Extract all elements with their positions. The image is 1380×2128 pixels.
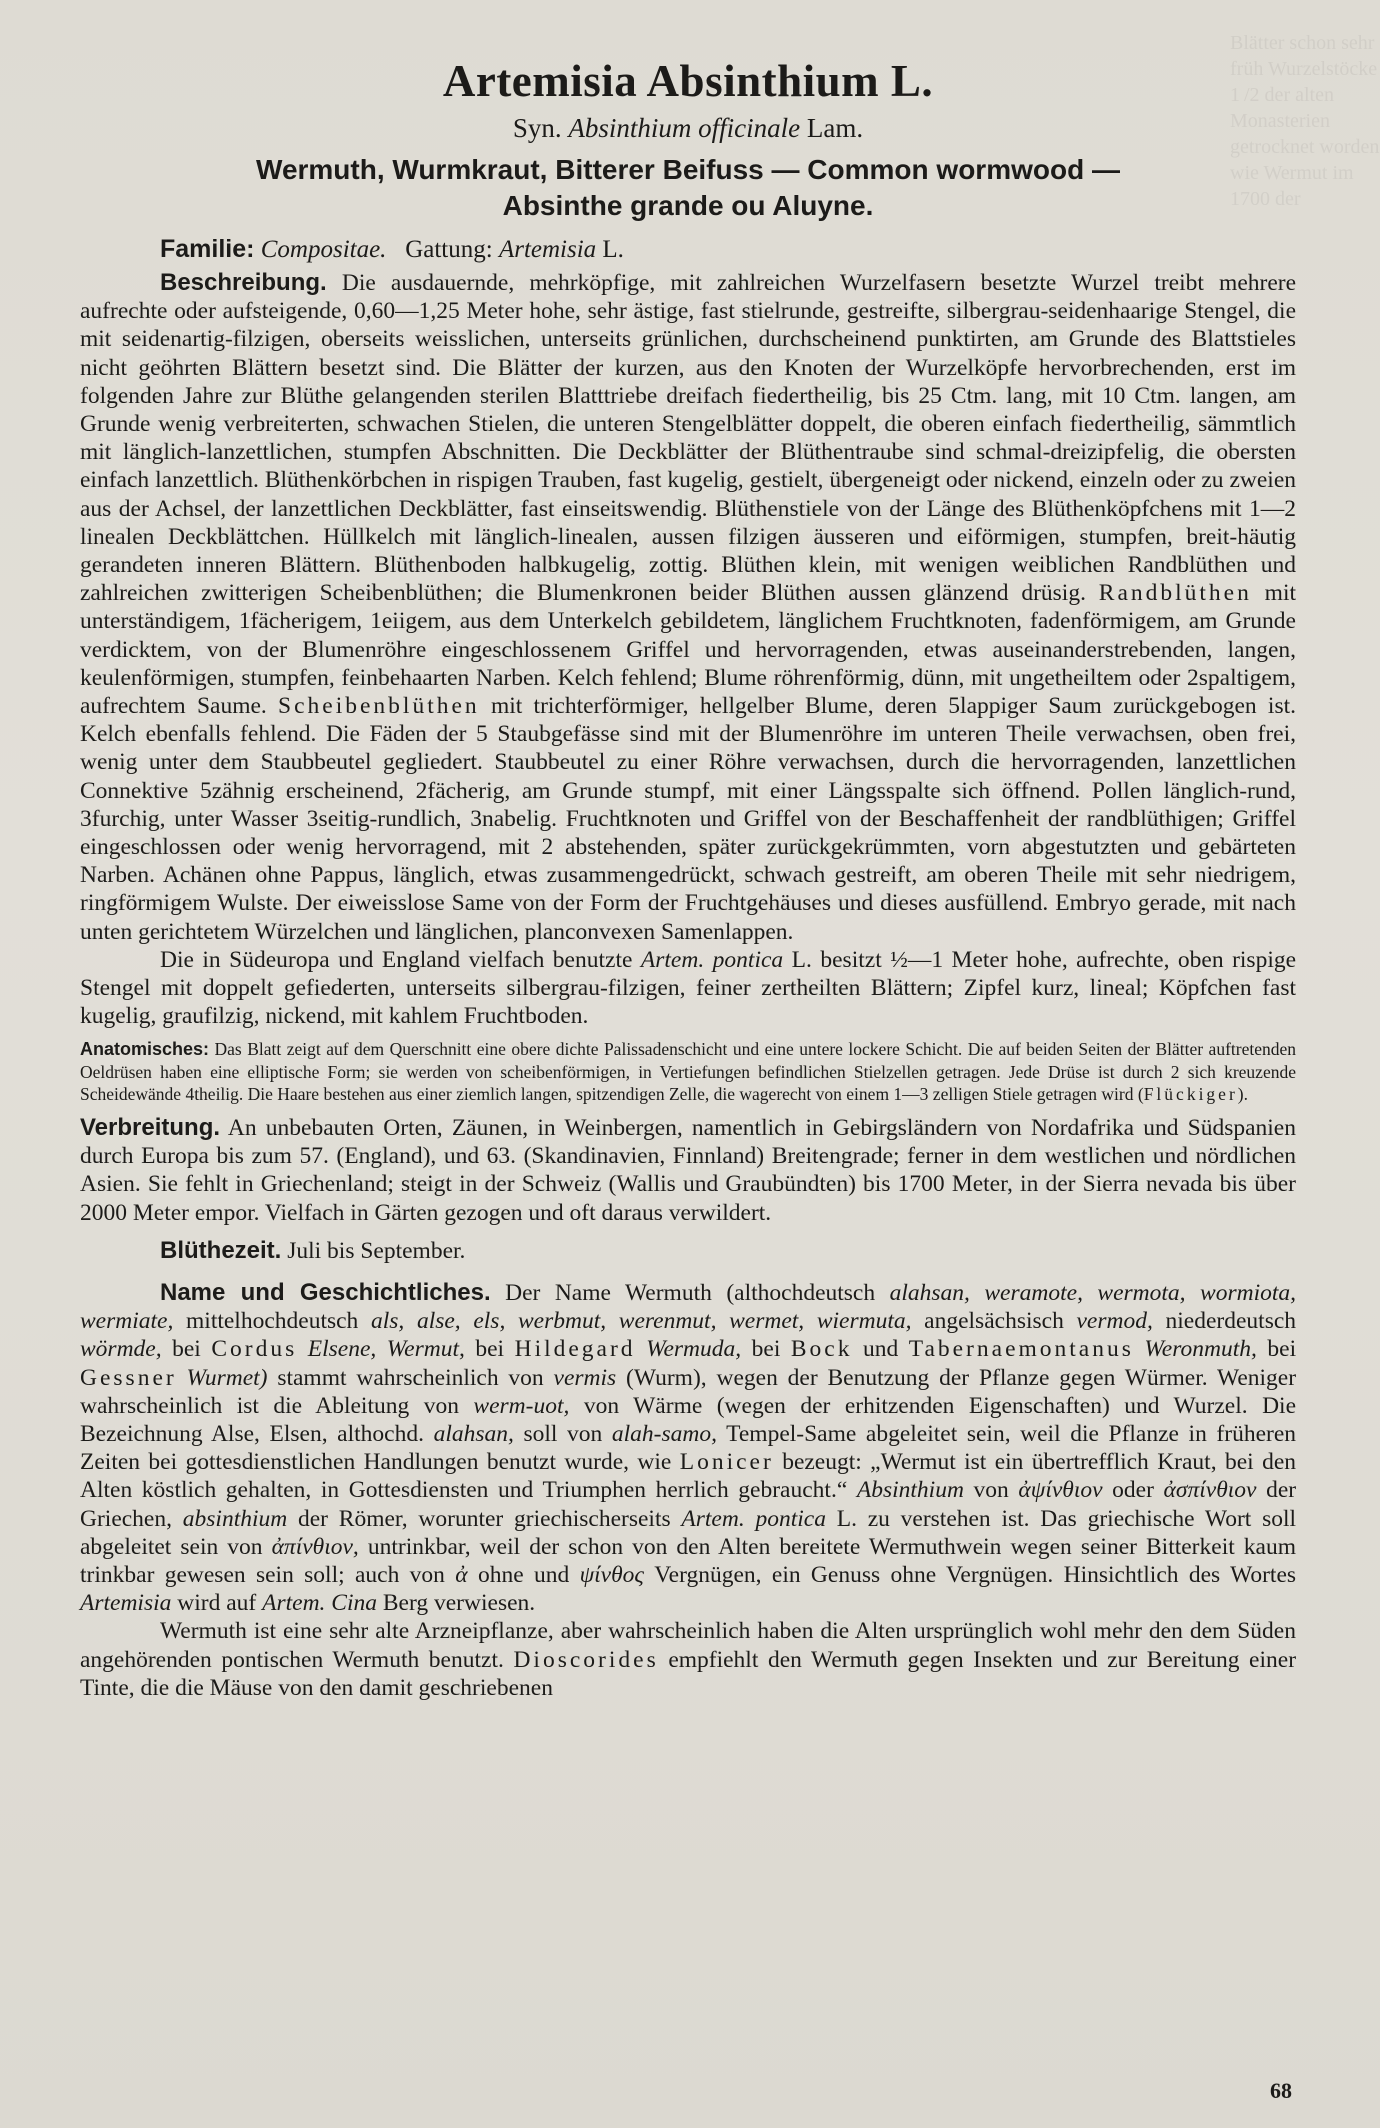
randblueten-label: Randblüthen	[1098, 580, 1252, 607]
classification-line	[160, 234, 1296, 265]
synonym-prefix: Syn.	[512, 113, 562, 143]
bluethezeit-heading: Blüthezeit.	[160, 1236, 282, 1264]
ng-italic: Artem. Cina	[262, 1590, 377, 1617]
ng-italic: Artemisia	[80, 1590, 172, 1617]
synonym-name: Absinthium officinale	[568, 113, 801, 143]
verbreitung-heading: Verbreitung.	[80, 1113, 221, 1141]
ng-text: bei	[1267, 1336, 1297, 1363]
ng-italic: werm-uot,	[473, 1392, 570, 1419]
familie-value: Compositae.	[260, 236, 387, 263]
common-names-line2: Absinthe grande ou Aluyne.	[502, 190, 874, 221]
ng-text: Vergnügen, ein Genuss ohne Vergnügen. Hinsichtlich des Wortes	[654, 1562, 1297, 1589]
ng-text: bezeugt: „Wermut ist ein übertrefflich Kraut, bei den Alten köstlich gehalten, in Gottesdiensten und Triumphen herrlich gebraucht.“	[80, 1449, 1296, 1504]
beschreibung-heading: Beschreibung.	[160, 269, 327, 296]
ng-italic: wörmde,	[80, 1336, 162, 1363]
synonym-author: Lam.	[806, 113, 864, 143]
ng-text: niederdeutsch	[1165, 1308, 1297, 1335]
verbreitung-text: An unbebauten Orten, Zäunen, in Weinbergen, namentlich in Gebirgsländern von Nordafrika und Südspanien durch Europa bis zum 57. (England), und 63. (Skandinavien, Finnland) Breitengrade; ferner in dem westlichen und nördlichen Asien. Sie fehlt in Griechenland; steigt in der Schweiz (Wallis und Graubündten) bis 1700 Meter, in der Sierra nevada bis über 2000 Meter empor. Vielfach in Gärten gezogen und oft daraus verwildert.	[80, 1114, 1296, 1226]
ng-text: der Griechen,	[80, 1477, 1297, 1532]
ng-greek: ἀπίνθιον,	[271, 1533, 359, 1560]
ng-text: soll von	[523, 1421, 603, 1448]
ng-author: Bock	[790, 1336, 853, 1363]
gattung-author: L.	[602, 236, 624, 263]
ng-text: untrinkbar, weil der schon von den Alten bereitete Wermuthwein wegen seiner Bitterkeit kaum trinkbar gewesen sein soll; auch von	[80, 1533, 1297, 1589]
ng-italic: alah-samo,	[611, 1421, 717, 1448]
verbreitung-paragraph	[80, 1114, 1296, 1227]
gattung-value: Artemisia	[498, 236, 597, 263]
ng-greek: ψίνθος	[579, 1562, 644, 1589]
common-names-line1: Wermuth, Wurmkraut, Bitterer Beifuss — Common wormwood —	[256, 154, 1120, 185]
ng-text: stammt wahrscheinlich von	[277, 1364, 544, 1391]
ng-text: Tempel-Same abgeleitet sein, weil die Pflanze in früheren Zeiten bei gottesdienstlichen Handlungen benutzt wurde, wie	[80, 1421, 1297, 1476]
bluethezeit-text: Juli bis September.	[287, 1237, 466, 1264]
page-number: 68	[1270, 2078, 1292, 2103]
anatomisches-end: ).	[1237, 1084, 1248, 1105]
anatomisches-heading: Anatomisches:	[80, 1039, 210, 1060]
ng-text: ohne und	[477, 1562, 570, 1589]
ng-text: bei	[172, 1336, 201, 1363]
ng-italic: Wurmet)	[186, 1364, 268, 1391]
arznei-author: Dioscorides	[513, 1646, 659, 1673]
bleed-through-text: Blätter schon sehr früh Wurzelstöcke 1 /2 der alten Monasterien getrocknet worden wie Wermut im 1700 der	[1230, 32, 1380, 210]
pontica-name: Artem. pontica	[640, 946, 784, 973]
ng-text: wird auf	[177, 1590, 257, 1617]
pontica-pre: Die in Südeuropa und England vielfach benutzte	[160, 946, 633, 973]
ng-italic: absinthium	[182, 1505, 288, 1532]
ng-italic: als, alse, els, werbmut, werenmut, wermet, wiermuta,	[370, 1308, 912, 1335]
randblueten-text: mit unterständigem, 1fächerigem, 1eiigem, aus dem Unterkelch gebildetem, länglichem Fruchtknoten, fadenförmigem, am Grunde verdicktem, von der Blumenröhre eingeschlossenem Griffel und hervorragenden, etwas auseinanderstrebenden, langen, keulenförmigen, stumpfen, feinbehaarten Narben. Kelch fehlend; Blume röhrenförmig, dünn, mit ungetheiltem oder 2spaltigem, aufrechtem Saume.	[80, 580, 1297, 720]
ng-greek: ἀσπίνθιον	[1163, 1477, 1257, 1504]
ng-italic: vermod,	[1076, 1308, 1153, 1335]
ng-italic: Weronmuth,	[1144, 1336, 1257, 1363]
ng-italic: alahsan,	[433, 1421, 514, 1448]
ng-italic: vermis	[553, 1364, 617, 1391]
gattung-label: Gattung:	[405, 236, 493, 263]
ng-italic: Absinthium	[856, 1477, 964, 1504]
ng-text: (Wurm), wegen der Benutzung der Pflanze gegen Würmer. Weniger wahrscheinlich ist die Ableitung von	[80, 1364, 1297, 1419]
arznei-text: Wermuth ist eine sehr alte Arzneipflanze, aber wahrscheinlich haben die Alten ursprünglich wohl mehr den dem Süden angehörenden pontischen Wermuth benutzt.	[80, 1618, 1296, 1673]
ng-text: von	[973, 1477, 1009, 1504]
ng-text: von Wärme (wegen der erhitzenden Eigenschaften) und Wurzel. Die Bezeichnung Alse, Elsen, althochd.	[80, 1392, 1297, 1448]
ng-text: Der Name Wermuth (althochdeutsch	[505, 1280, 876, 1306]
scheibenblueten-text: mit trichterförmiger, hellgelber Blume, deren 5lappiger Saum zurückgebogen ist. Kelch ebenfalls fehlend. Die Fäden der 5 Staubgefässe sind mit der Blumenröhre im unteren Theile verwachsen, oben frei, wenig unter dem Staubbeutel gegliedert. Staubbeutel zu einer Röhre verwachsen, durch die hervorragenden, lanzettlichen Connektive 5zähnig erscheinend, 2fächerig, am Grunde stumpf, mit einer Längsspalte sich öffnend. Pollen länglich-rund, 3furchig, unter Wasser 3seitig-rundlich, 3nabelig. Fruchtknoten und Griffel von der Beschaffenheit der randblüthigen; Griffel eingeschlossen oder wenig hervorragend, mit 2 abstehenden, später zurückgekrümmten, vorn abgestutzten und gebärteten Narben. Achänen ohne Pappus, länglich, etwas zusammengedrückt, schwach gestreift, am oberen Theile mit sehr niedrigem, ringförmigem Wulste. Der eiweisslose Same von der Form der Fruchtgehäuses und dieses ausfüllend. Embryo gerade, mit nach unten gerichtetem Würzelchen und länglichen, planconvexen Samenlappen.	[80, 693, 1296, 945]
ng-text: der Römer, worunter griechischerseits	[298, 1505, 671, 1532]
article	[80, 55, 1296, 1702]
anatomisches-text: Das Blatt zeigt auf dem Querschnitt eine obere dichte Palissadenschicht und eine untere lockere Schicht. Die auf beiden Seiten der Blätter auftretenden Oeldrüsen haben eine elliptische Form; sie werden von scheibenförmigen, in Vertiefungen befindlichen Stielzellen getragen. Jede Drüse ist durch 2 sich kreuzende Scheidewände 4theilig. Die Haare bestehen aus einer ziemlich langen, spitzendigen Zelle, die wagerecht von einem 1—3 zelligen Stiele getragen wird (	[80, 1039, 1297, 1105]
name-geschichte-heading: Name und Geschichtliches.	[160, 1279, 491, 1306]
ng-author: Tabernaemontanus	[908, 1336, 1134, 1363]
common-names	[80, 152, 1296, 224]
ng-greek: ἀψίνθιον	[1018, 1477, 1103, 1504]
scheibenblueten-label: Scheibenblüthen	[278, 693, 480, 720]
ng-italic: Artem. pontica	[681, 1505, 826, 1532]
ng-text: L. zu verstehen ist. Das griechische Wort soll abgeleitet sein von	[80, 1505, 1297, 1560]
beschreibung-text: Die ausdauernde, mehrköpfige, mit zahlreichen Wurzelfasern besetzte Wurzel treibt mehrere aufrechte oder aufsteigende, 0,60—1,25 Meter hohe, sehr ästige, fast stielrunde, gestreifte, silbergrau-seidenhaarige Stengel, die mit seidenartig-filzigen, oberseits weisslichen, unterseits grünlichen, durchscheinend punktirten, am Grunde des Blattstieles nicht geöhrten Blättern besetzt sind. Die Blätter der kurzen, aus den Knoten der Wurzelköpfe hervorbrechenden, erst im folgenden Jahre zur Blüthe gelangenden sterilen Blatttriebe dreifach fiedertheilig, bis 25 Ctm. lang, mit 10 Ctm. langen, am Grunde wenig verbreiterten, schwachen Stielen, die unteren Stengelblätter doppelt, die oberen einfach fiedertheilig, sämmtlich mit länglich-lanzettlichen, stumpfen Abschnitten. Die Deckblätter der Blüthentraube sind schmal-dreizipfelig, die obersten einfach lanzettlich. Blüthenkörbchen in rispigen Trauben, fast kugelig, gestielt, übergeneigt oder nickend, einzeln oder zu zweien aus der Achsel, der lanzettlichen Deckblätter, fast einseitswendig. Blüthenstiele von der Länge des Blüthenköpfchens mit 1—2 linealen Deckblättchen. Hüllkelch mit länglich-linealen, aussen filzigen äusseren und eiförmigen, stumpfen, breit-häutig gerandeten inneren Blättern. Blüthenboden halbkugelig, zottig. Blüthen klein, mit wenigen weiblichen Randblüthen und zahlreichen zwitterigen Scheibenblüthen; die Blumenkronen beider Blüthen aussen glänzend drüsig.	[80, 270, 1297, 607]
ng-italic: Elsene, Wermut,	[307, 1336, 465, 1363]
ng-author: Cordus	[211, 1336, 298, 1363]
ng-text: und	[862, 1336, 899, 1363]
ng-text: angelsächsisch	[924, 1308, 1064, 1335]
ng-author: Lonicer	[679, 1449, 774, 1476]
pontica-post: L. besitzt ½—1 Meter hohe, aufrechte, oben rispige Stengel mit doppelt gefiederten, unterseits silbergrau-filzigen, feiner zertheilten Blättern; Zipfel kurz, lineal; Köpfchen fast kugelig, graufilzig, nickend, mit kahlem Fruchtboden.	[80, 946, 1297, 1030]
familie-label: Familie:	[160, 235, 255, 263]
ng-text: bei	[475, 1336, 505, 1363]
beschreibung-paragraph	[80, 269, 1296, 946]
ng-text: Berg verwiesen.	[382, 1590, 536, 1617]
arznei-text: empfiehlt den Wermuth gegen Insekten und zur Bereitung einer Tinte, die die Mäuse von den damit geschriebenen	[80, 1646, 1297, 1701]
name-geschichte-paragraph	[80, 1279, 1296, 1617]
species-title: Artemisia Absinthium L.	[442, 56, 934, 106]
ng-author: Gessner	[80, 1364, 177, 1391]
ng-text: oder	[1112, 1477, 1154, 1504]
pontica-paragraph	[80, 946, 1296, 1031]
ng-text: mittelhochdeutsch	[186, 1308, 359, 1335]
anatomisches-author: Flückiger	[1143, 1084, 1238, 1105]
ng-author: Hildegard	[514, 1336, 636, 1363]
ng-greek: ἀ	[455, 1562, 468, 1589]
ng-text: bei	[751, 1336, 781, 1363]
arzneipflanze-paragraph	[80, 1617, 1296, 1702]
ng-italic: Wermuda,	[646, 1336, 742, 1363]
synonym-line	[80, 113, 1296, 144]
bluethezeit-paragraph	[80, 1237, 1296, 1265]
ng-italic: alahsan, weramote, wermota, wormiota, wermiate,	[80, 1280, 1296, 1335]
anatomisches-paragraph	[80, 1038, 1296, 1106]
